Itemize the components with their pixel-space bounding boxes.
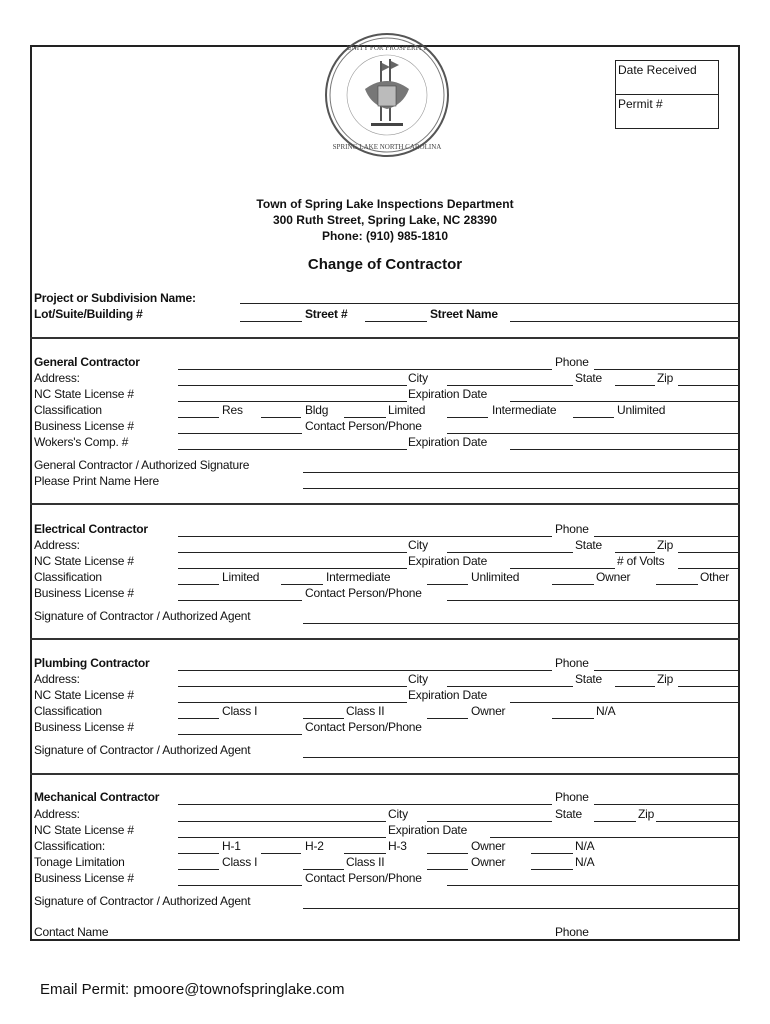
limited-option: Limited xyxy=(388,403,426,417)
section-divider xyxy=(30,773,740,775)
town-seal-logo xyxy=(323,31,451,159)
na-blank[interactable] xyxy=(552,718,594,719)
plumbing-contractor-title: Plumbing Contractor xyxy=(34,656,150,670)
general-signature-label: General Contractor / Authorized Signature xyxy=(34,458,250,472)
owner-blank[interactable] xyxy=(427,853,468,854)
business-license-label: Business License # xyxy=(34,871,134,885)
date-received-field[interactable]: Date Received xyxy=(618,63,697,77)
business-license-label: Business License # xyxy=(34,720,134,734)
general-contractor-title: General Contractor xyxy=(34,355,140,369)
mechanical-expiration-field[interactable] xyxy=(490,837,740,838)
workers-comp-field[interactable] xyxy=(178,449,407,450)
project-name-field[interactable] xyxy=(240,303,740,304)
mechanical-state-field[interactable] xyxy=(594,821,636,822)
workers-comp-expiration-field[interactable] xyxy=(510,449,740,450)
lot-field[interactable] xyxy=(240,321,302,322)
business-license-label: Business License # xyxy=(34,419,134,433)
section-divider xyxy=(30,503,740,505)
address-label: Address: xyxy=(34,371,80,385)
phone-label: Phone xyxy=(555,656,589,670)
intermediate-option: Intermediate xyxy=(326,570,391,584)
mechanical-city-field[interactable] xyxy=(427,821,552,822)
classification-label: Classification xyxy=(34,704,102,718)
owner-option: Owner xyxy=(596,570,631,584)
electrical-contractor-title: Electrical Contractor xyxy=(34,522,148,536)
plumbing-phone-field[interactable] xyxy=(594,670,740,671)
street-number-field[interactable] xyxy=(365,321,427,322)
other-blank[interactable] xyxy=(656,584,698,585)
zip-label: Zip xyxy=(638,807,655,821)
plumbing-city-field[interactable] xyxy=(447,686,573,687)
mechanical-contractor-title: Mechanical Contractor xyxy=(34,790,160,804)
electrical-business-license-field[interactable] xyxy=(178,600,302,601)
business-license-label: Business License # xyxy=(34,586,134,600)
state-label: State xyxy=(575,672,603,686)
street-name-label: Street Name xyxy=(430,307,498,321)
section-divider xyxy=(30,638,740,640)
lot-label: Lot/Suite/Building # xyxy=(34,307,143,321)
electrical-address-field[interactable] xyxy=(178,552,407,553)
expiration-label: Expiration Date xyxy=(408,688,488,702)
limited-option: Limited xyxy=(222,570,260,584)
unlimited-option: Unlimited xyxy=(617,403,666,417)
general-state-field[interactable] xyxy=(615,385,655,386)
electrical-name-field[interactable] xyxy=(178,536,552,537)
h3-option: H-3 xyxy=(388,839,407,853)
general-zip-field[interactable] xyxy=(678,385,740,386)
plumbing-license-field[interactable] xyxy=(178,702,407,703)
class2-option: Class II xyxy=(346,704,385,718)
general-license-field[interactable] xyxy=(178,401,407,402)
general-expiration-field[interactable] xyxy=(510,401,740,402)
mechanical-business-license-field[interactable] xyxy=(178,885,302,886)
print-name-field[interactable] xyxy=(303,488,740,489)
bldg-blank[interactable] xyxy=(261,417,301,418)
project-name-label: Project or Subdivision Name: xyxy=(34,291,196,305)
owner-option: Owner xyxy=(471,855,506,869)
zip-label: Zip xyxy=(657,672,674,686)
limited-blank[interactable] xyxy=(178,584,219,585)
zip-label: Zip xyxy=(657,538,674,552)
general-phone-field[interactable] xyxy=(594,369,740,370)
classification-label: Classification xyxy=(34,570,102,584)
volts-field[interactable] xyxy=(678,568,740,569)
na-option: N/A xyxy=(575,839,595,853)
street-name-field[interactable] xyxy=(510,321,740,322)
tonage-label: Tonage Limitation xyxy=(34,855,125,869)
address-label: Address: xyxy=(34,672,80,686)
email-permit-text: Email Permit: pmoore@townofspringlake.com xyxy=(40,981,345,998)
license-label: NC State License # xyxy=(34,688,134,702)
signature-label: Signature of Contractor / Authorized Agent xyxy=(34,743,251,757)
contact-name-label: Contact Name xyxy=(34,925,109,939)
electrical-state-field[interactable] xyxy=(615,552,655,553)
electrical-zip-field[interactable] xyxy=(678,552,740,553)
zip-label: Zip xyxy=(657,371,674,385)
plumbing-signature-field[interactable] xyxy=(303,757,740,758)
intermediate-option: Intermediate xyxy=(492,403,557,417)
classification-label: Classification xyxy=(34,403,102,417)
general-signature-field[interactable] xyxy=(303,472,740,473)
owner-option: Owner xyxy=(471,704,506,718)
bldg-option: Bldg xyxy=(305,403,329,417)
form-border xyxy=(30,45,740,941)
electrical-signature-field[interactable] xyxy=(303,623,740,624)
res-blank[interactable] xyxy=(178,417,219,418)
mechanical-license-field[interactable] xyxy=(178,837,386,838)
signature-label: Signature of Contractor / Authorized Agent xyxy=(34,894,251,908)
general-contact-field[interactable] xyxy=(447,433,740,434)
class2-blank[interactable] xyxy=(303,869,344,870)
contact-label: Contact Person/Phone xyxy=(305,720,422,734)
na-option: N/A xyxy=(596,704,616,718)
general-city-field[interactable] xyxy=(447,385,573,386)
print-name-label: Please Print Name Here xyxy=(34,474,159,488)
department-phone: Phone: (910) 985-1810 xyxy=(321,229,449,243)
h1-option: H-1 xyxy=(222,839,241,853)
street-number-label: Street # xyxy=(305,307,348,321)
h3-blank[interactable] xyxy=(344,853,386,854)
class1-blank[interactable] xyxy=(178,869,219,870)
na-option: N/A xyxy=(575,855,595,869)
owner-blank[interactable] xyxy=(427,718,468,719)
general-name-field[interactable] xyxy=(178,369,552,370)
expiration-label: Expiration Date xyxy=(408,387,488,401)
other-option: Other xyxy=(700,570,730,584)
workers-comp-label: Wokers's Comp. # xyxy=(34,435,129,449)
phone-label: Phone xyxy=(555,522,589,536)
class1-option: Class I xyxy=(222,855,258,869)
address-label: Address: xyxy=(34,807,80,821)
unlimited-blank[interactable] xyxy=(427,584,468,585)
signature-label: Signature of Contractor / Authorized Agent xyxy=(34,609,251,623)
plumbing-expiration-field[interactable] xyxy=(510,702,740,703)
permit-number-field[interactable]: Permit # xyxy=(616,94,718,127)
plumbing-address-field[interactable] xyxy=(178,686,407,687)
license-label: NC State License # xyxy=(34,823,134,837)
state-label: State xyxy=(575,371,603,385)
volts-label: # of Volts xyxy=(617,554,665,568)
owner-blank[interactable] xyxy=(552,584,594,585)
owner-blank[interactable] xyxy=(427,869,468,870)
city-label: City xyxy=(408,672,428,686)
na-blank[interactable] xyxy=(531,869,573,870)
unlimited-option: Unlimited xyxy=(471,570,520,584)
h2-blank[interactable] xyxy=(261,853,301,854)
expiration-label: Expiration Date xyxy=(408,435,488,449)
svg-text:UNITY FOR PROSPERITY: UNITY FOR PROSPERITY xyxy=(346,44,428,52)
mechanical-signature-field[interactable] xyxy=(303,908,740,909)
electrical-city-field[interactable] xyxy=(447,552,573,553)
class2-blank[interactable] xyxy=(303,718,344,719)
plumbing-zip-field[interactable] xyxy=(678,686,740,687)
contact-label: Contact Person/Phone xyxy=(305,419,422,433)
classification-label: Classification: xyxy=(34,839,106,853)
plumbing-state-field[interactable] xyxy=(615,686,655,687)
contact-label: Contact Person/Phone xyxy=(305,871,422,885)
electrical-expiration-field[interactable] xyxy=(510,568,615,569)
limited-blank[interactable] xyxy=(344,417,386,418)
mechanical-phone-field[interactable] xyxy=(594,804,740,805)
intermediate-blank[interactable] xyxy=(447,417,488,418)
unlimited-blank[interactable] xyxy=(573,417,614,418)
state-label: State xyxy=(555,807,583,821)
city-label: City xyxy=(408,371,428,385)
license-label: NC State License # xyxy=(34,387,134,401)
intermediate-blank[interactable] xyxy=(281,584,323,585)
department-name: Town of Spring Lake Inspections Department xyxy=(256,197,514,211)
general-address-field[interactable] xyxy=(178,385,407,386)
address-label: Address: xyxy=(34,538,80,552)
page-title: Change of Contractor xyxy=(307,256,463,273)
res-option: Res xyxy=(222,403,243,417)
class1-option: Class I xyxy=(222,704,258,718)
phone-label: Phone xyxy=(555,355,589,369)
expiration-label: Expiration Date xyxy=(388,823,468,837)
license-label: NC State License # xyxy=(34,554,134,568)
contact-phone-label: Phone xyxy=(555,925,589,939)
class1-blank[interactable] xyxy=(178,718,219,719)
office-use-box xyxy=(615,60,719,129)
h1-blank[interactable] xyxy=(178,853,219,854)
phone-label: Phone xyxy=(555,790,589,804)
owner-option: Owner xyxy=(471,839,506,853)
na-blank[interactable] xyxy=(531,853,573,854)
mechanical-name-field[interactable] xyxy=(178,804,552,805)
plumbing-name-field[interactable] xyxy=(178,670,552,671)
electrical-license-field[interactable] xyxy=(178,568,407,569)
electrical-contact-field[interactable] xyxy=(447,600,740,601)
general-business-license-field[interactable] xyxy=(178,433,302,434)
section-divider xyxy=(30,337,740,339)
mechanical-zip-field[interactable] xyxy=(656,821,740,822)
svg-text:SPRING LAKE NORTH CAROLINA: SPRING LAKE NORTH CAROLINA xyxy=(332,143,442,151)
city-label: City xyxy=(408,538,428,552)
mechanical-address-field[interactable] xyxy=(178,821,386,822)
mechanical-contact-field[interactable] xyxy=(447,885,740,886)
state-label: State xyxy=(575,538,603,552)
electrical-phone-field[interactable] xyxy=(594,536,740,537)
city-label: City xyxy=(388,807,408,821)
plumbing-business-license-field[interactable] xyxy=(178,734,302,735)
h2-option: H-2 xyxy=(305,839,324,853)
contact-label: Contact Person/Phone xyxy=(305,586,422,600)
class2-option: Class II xyxy=(346,855,385,869)
expiration-label: Expiration Date xyxy=(408,554,488,568)
department-address: 300 Ruth Street, Spring Lake, NC 28390 xyxy=(272,213,498,227)
